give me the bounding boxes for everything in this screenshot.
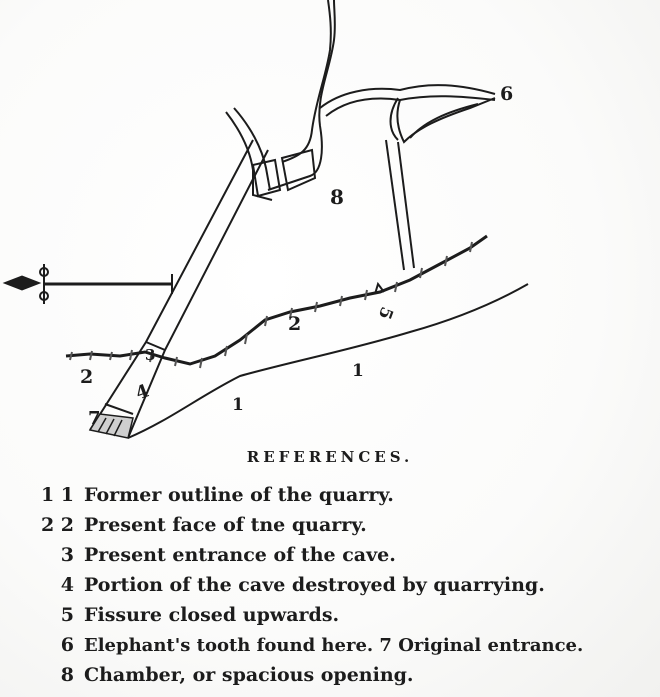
reference-text: Present face of tne quarry.: [84, 514, 367, 536]
reference-item-4: [4, 574, 545, 596]
reference-item-3: [4, 544, 396, 566]
label-5: 5: [373, 303, 397, 322]
cave-passage: [90, 140, 268, 438]
reference-number: 1 1: [40, 484, 74, 506]
label-1-upper: 1: [352, 361, 364, 381]
label-4: 4: [132, 380, 152, 405]
reference-number: 6: [60, 634, 74, 656]
label-1-lower: 1: [232, 395, 244, 415]
present-face-hatching: [70, 242, 472, 368]
reference-item-1: [4, 484, 394, 506]
reference-number: 5: [60, 604, 74, 626]
reference-number: 4: [60, 574, 74, 596]
reference-text: Chamber, or spacious opening.: [84, 664, 414, 686]
label-3: 3: [145, 346, 156, 364]
references-title: REFERENCES.: [246, 448, 414, 466]
label-7: 7: [88, 408, 101, 429]
present-face-line: [66, 236, 487, 364]
reference-text: Portion of the cave destroyed by quarrying.: [84, 574, 545, 596]
upper-passages: [226, 0, 495, 294]
label-6: 6: [500, 83, 514, 105]
reference-text: Former outline of the quarry.: [84, 484, 394, 506]
compass-arrow: [4, 264, 172, 304]
label-2-left: 2: [80, 366, 94, 388]
label-2-right: 2: [288, 313, 302, 335]
reference-text: Present entrance of the cave.: [84, 544, 396, 566]
reference-item-6: [4, 634, 583, 657]
reference-number: 8: [60, 664, 74, 686]
reference-item-5: [4, 604, 339, 626]
reference-item-2: [4, 514, 367, 536]
reference-item-7: [4, 664, 414, 686]
label-8: 8: [330, 185, 344, 209]
reference-number: 3: [60, 544, 74, 566]
reference-text: Fissure closed upwards.: [84, 604, 340, 626]
reference-text: Elephant's tooth found here. 7 Original entrance.: [84, 635, 584, 656]
reference-number: 2 2: [40, 514, 74, 536]
